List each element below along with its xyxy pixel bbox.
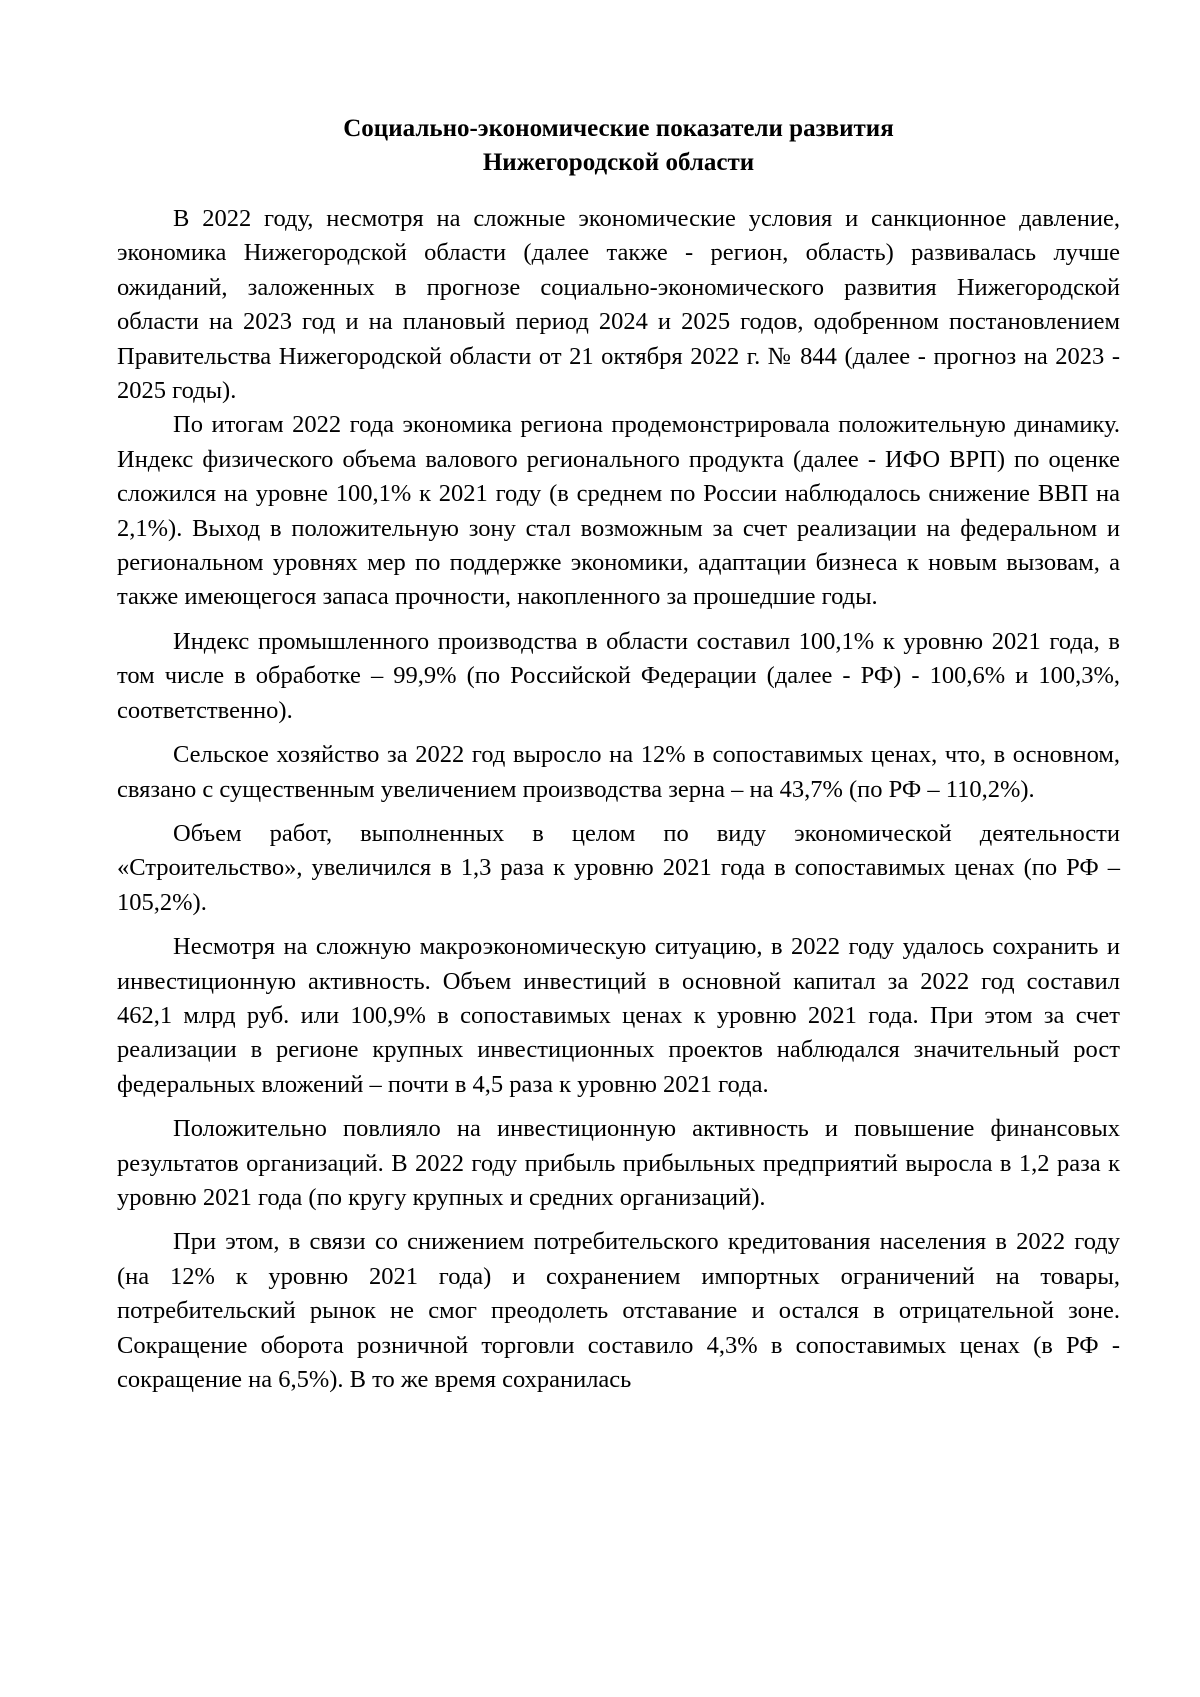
paragraph-consumer-market: При этом, в связи со снижением потребительского кредитования населения в 2022 году (на 12% к уровню 2021 года) и сохранением импортных ограничений на товары, потребительский рынок не смог преодолеть отставание и остался в отрицательной зоне. Сокращение оборота розничной торговли составило 4,3% в сопоставимых ценах (в РФ - сокращение на 6,5%). В то же время сохранилась — [117, 1228, 1120, 1393]
document-title — [117, 112, 1120, 180]
title-line-1: Социально-экономические показатели развития — [343, 115, 894, 142]
paragraph-industry: Индекс промышленного производства в области составил 100,1% к уровню 2021 года, в том числе в обработке – 99,9% (по Российской Федерации (далее - РФ) - 100,6% и 100,3%, соответственно). — [117, 627, 1120, 724]
paragraph-construction: Объем работ, выполненных в целом по виду экономической деятельности «Строительство», увеличился в 1,3 раза к уровню 2021 года в сопоставимых ценах (по РФ – 105,2%). — [117, 819, 1120, 916]
paragraph-grp: По итогам 2022 года экономика региона продемонстрировала положительную динамику. Индекс физического объема валового регионального продукта (далее - ИФО ВРП) по оценке сложился на уровне 100,1% к 2021 году (в среднем по России наблюдалось снижение ВВП на 2,1%). Выход в положительную зону стал возможным за счет реализации на федеральном и региональном уровнях мер по поддержке экономики, адаптации бизнеса к новым вызовам, а также имеющегося запаса прочности, накопленного за прошедшие годы. — [117, 411, 1120, 611]
title-line-2: Нижегородской области — [482, 149, 755, 176]
paragraph-agriculture: Сельское хозяйство за 2022 год выросло на 12% в сопоставимых ценах, что, в основном, связано с существенным увеличением производства зерна – на 43,7% (по РФ – 110,2%). — [117, 741, 1120, 803]
paragraph-investment: Несмотря на сложную макроэкономическую ситуацию, в 2022 году удалось сохранить и инвестиционную активность. Объем инвестиций в основной капитал за 2022 год составил 462,1 млрд руб. или 100,9% в сопоставимых ценах к уровню 2021 года. При этом за счет реализации в регионе крупных инвестиционных проектов наблюдался значительный рост федеральных вложений – почти в 4,5 раза к уровню 2021 года. — [117, 933, 1120, 1098]
document-page — [117, 112, 1120, 1397]
paragraph-intro: В 2022 году, несмотря на сложные экономические условия и санкционное давление, экономика Нижегородской области (далее также - регион, область) развивалась лучше ожиданий, заложенных в прогнозе социально-экономического развития Нижегородской области на 2023 год и на плановый период 2024 и 2025 годов, одобренном постановлением Правительства Нижегородской области от 21 октября 2022 г. № 844 (далее - прогноз на 2023 - 2025 годы). — [117, 205, 1120, 405]
paragraph-financial-results: Положительно повлияло на инвестиционную активность и повышение финансовых результатов организаций. В 2022 году прибыль прибыльных предприятий выросла в 1,2 раза к уровню 2021 года (по кругу крупных и средних организаций). — [117, 1115, 1120, 1211]
